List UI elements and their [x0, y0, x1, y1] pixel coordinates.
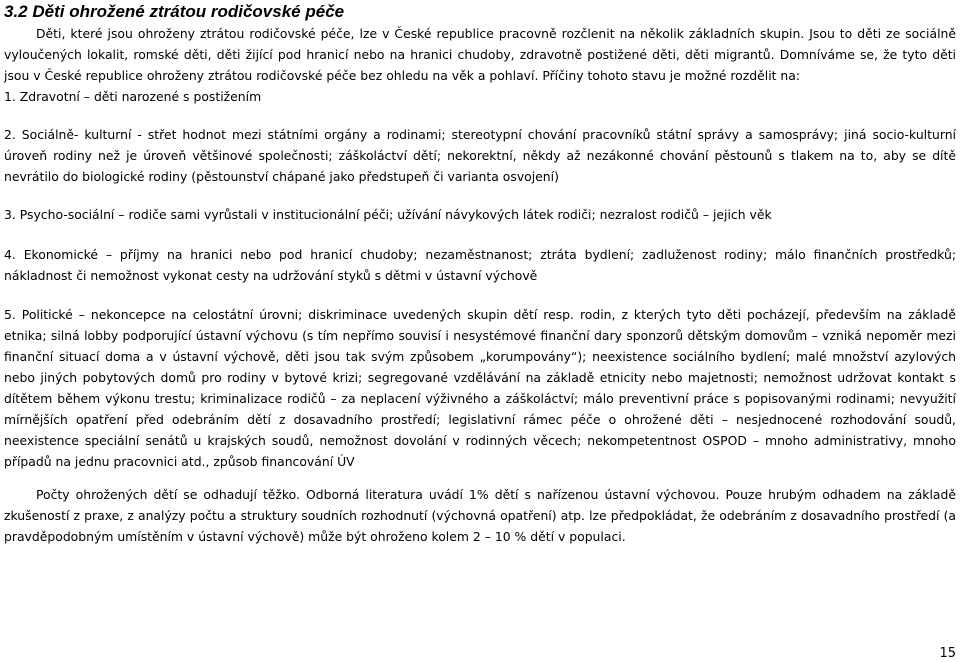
intro-paragraph: Děti, které jsou ohroženy ztrátou rodičovské péče, lze v České republice pracovně rozčlenit na několik základních skupin. Jsou to děti ze sociálně vyloučených lokalit, romské děti, děti žijící pod hranicí nebo na hranici chudoby, zdravotně postižené děti, děti migrantů. Domníváme se, že tyto děti jsou v České republice ohroženy ztrátou rodičovské péče bez ohledu na věk a pohlaví. Příčiny tohoto stavu je možné rozdělit na:	[4, 26, 956, 83]
list-item-socio-cultural: 2. Sociálně- kulturní - střet hodnot mezi státními orgány a rodinami; stereotypní chování pracovníků státní správy a samosprávy; jiná socio-kulturní úroveň rodiny než je úroveň většinové společnosti; záškoláctví dětí; nekorektní, někdy až nezákonné chování pěstounů s tlakem na to, aby se dítě nevrátilo do biologické rodiny (pěstounství chápané jako předstupeň či varianta osvojení)	[4, 127, 956, 184]
list-item-economic: 4. Ekonomické – příjmy na hranici nebo pod hranicí chudoby; nezaměstnanost; ztráta bydlení; zadluženost rodiny; málo finančních prostředků; nákladnost či nemožnost vykonat cesty na udržování styků s dětmi v ústavní výchově	[4, 247, 956, 283]
list-item-health: 1. Zdravotní – děti narozené s postižením	[4, 89, 262, 104]
list-item-political: 5. Politické – nekoncepce na celostátní úrovni; diskriminace uvedených skupin dětí resp. rodin, z kterých tyto děti pocházejí, především na základě etnika; silná lobby podporující ústavní výchovu (s tím nepřímo souvisí i nesystémové finanční dary sponzorů dětským domovům – vzniká nepoměr mezi finanční situací doma a v ústavní výchově, děti jsou tak svým způsobem „korumpovány“); neexistence sociálního bydlení; malé množství azylových nebo jiných pobytových domů pro rodiny v bytové krizi; segregované vzdělávání na základě etnicity nebo majetnosti; nemožnost udržovat kontakt s dítětem během výkonu trestu; kriminalizace rodičů – za neplacení výživného a záškoláctví; málo preventivní práce s popisovanými rodinami; nevyužití mírnějších opatření před odebráním dětí z dosavadního prostředí; legislativní rámec péče o ohrožené děti – nesjednocené rozhodování soudů, neexistence speciální senátů u krajských soudů, nemožnost dovolání v rodinných věcech; nekompetentnost OSPOD – mnoho administrativy, mnoho případů na jednu pracovnici atd., způsob financování ÚV	[4, 307, 956, 469]
closing-paragraph: Počty ohrožených dětí se odhadují těžko. Odborná literatura uvádí 1% dětí s nařízenou ústavní výchovou. Pouze hrubým odhadem na základě zkušeností z praxe, z analýzy počtu a struktury soudních rozhodnutí (výchovná opatření) atp. lze předpokládat, že odebráním z dosavadního prostředí (a pravděpodobným umístěním v ústavní výchově) může být ohroženo kolem 2 – 10 % dětí v populaci.	[4, 487, 956, 544]
list-item-psycho-social: 3. Psycho-sociální – rodiče sami vyrůstali v institucionální péči; užívání návykových látek rodiči; nezralost rodičů – jejich věk	[4, 207, 772, 222]
page-number: 15	[939, 646, 956, 661]
section-heading: 3.2 Děti ohrožené ztrátou rodičovské péče	[4, 2, 345, 21]
